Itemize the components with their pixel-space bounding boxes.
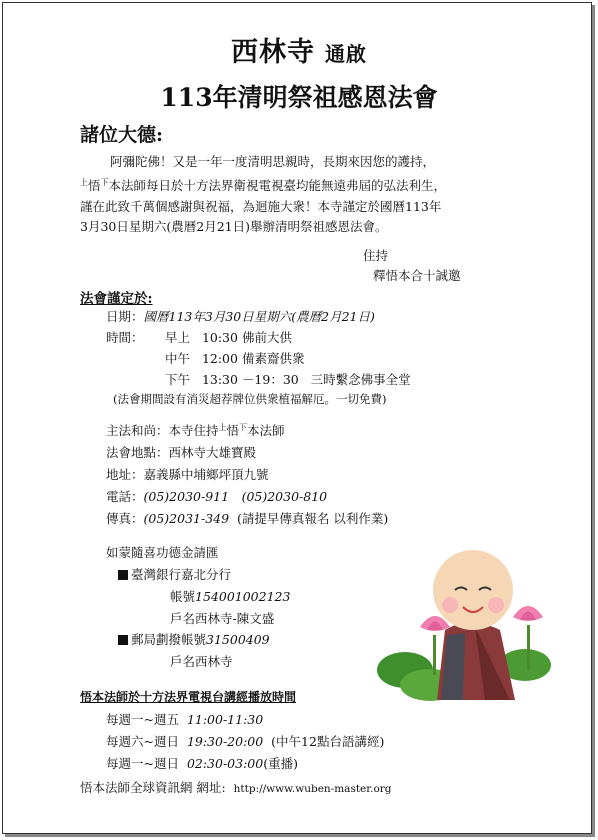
time-row: 早上 10:30 佛前大供 bbox=[165, 330, 292, 345]
host-row: 主法和尚：本寺住持$^上$悟$^下$本法師 bbox=[106, 422, 285, 438]
footer-label: 悟本法師全球資訊網 網址: bbox=[80, 780, 226, 795]
venue-row: 法會地點：西林寺大雄寶殿 bbox=[106, 445, 257, 460]
schedule-note: (法會期間設有消災超荐牌位供衆植福解厄。一切免費) bbox=[113, 392, 387, 406]
broadcast-row: 每週一~週五 11:00-11:30 bbox=[106, 712, 264, 727]
broadcast-row: 每週一~週日 02:30-03:00(重播) bbox=[106, 756, 298, 771]
bank-account: 帳號154001002123 bbox=[170, 589, 291, 604]
postal-account: 郵局劃撥帳號31500409 bbox=[118, 630, 270, 648]
page-title bbox=[0, 30, 598, 69]
time-row: 中午 12:00 備素齋供衆 bbox=[165, 351, 305, 366]
greeting: 諸位大德: bbox=[80, 124, 164, 146]
address-row: 地址：嘉義縣中埔鄉坪頂九號 bbox=[106, 467, 269, 482]
monk-lotus-illustration bbox=[375, 535, 555, 705]
sign-name: 釋悟本合十誠邀 bbox=[373, 268, 461, 283]
letter-line-3: 謹在此致千萬個感謝與祝福，為迴施大衆！本寺謹定於國曆113年 bbox=[80, 199, 442, 214]
website-link[interactable]: http://www.wuben-master.org bbox=[233, 783, 392, 795]
temple-name: 西林寺 bbox=[231, 37, 315, 68]
letter-line-4: 3月30日星期六(農曆2月21日)舉辦清明祭祖感恩法會。 bbox=[80, 219, 388, 234]
bullet-square-icon bbox=[118, 570, 128, 580]
donation-intro: 如蒙隨喜功德金請匯 bbox=[106, 545, 219, 560]
notice-label: 通啟 bbox=[325, 42, 367, 66]
letter-line-1: 阿彌陀佛！又是一年一度清明思親時，長期來因您的護持， bbox=[110, 154, 436, 169]
date-row: 日期：國曆113年3月30日星期六(農曆2月21日) bbox=[106, 309, 375, 324]
broadcast-heading: 悟本法師於十方法界電視台講經播放時間 bbox=[80, 690, 297, 704]
broadcast-row: 每週六~週日 19:30-20:00 (中午12點台語講經) bbox=[106, 734, 385, 749]
time-row: 下午 13:30 －19：30 三時繫念佛事全堂 bbox=[165, 372, 411, 387]
schedule-heading: 法會謹定於: bbox=[80, 291, 153, 307]
fax-row: 傳真：(05)2031-349 (請提早傳真報名 以利作業) bbox=[106, 511, 389, 526]
sign-role: 住持 bbox=[363, 248, 389, 263]
phone-row: 電話：(05)2030-911 (05)2030-810 bbox=[106, 489, 328, 504]
time-label: 時間： bbox=[106, 330, 144, 345]
bullet-square-icon bbox=[118, 635, 128, 645]
event-title: 113年清明祭祖感恩法會 bbox=[160, 83, 438, 112]
footer bbox=[80, 778, 392, 796]
letter-line-2: $^上$悟$^下$本法師每日於十方法界衛視電視臺均能無遠弗屆的弘法利生， bbox=[80, 177, 447, 193]
postal-holder: 戶名西林寺 bbox=[170, 654, 233, 669]
bank-holder: 戶名西林寺-陳文盛 bbox=[170, 611, 275, 626]
bank-name: 臺灣銀行嘉北分行 bbox=[118, 565, 231, 583]
